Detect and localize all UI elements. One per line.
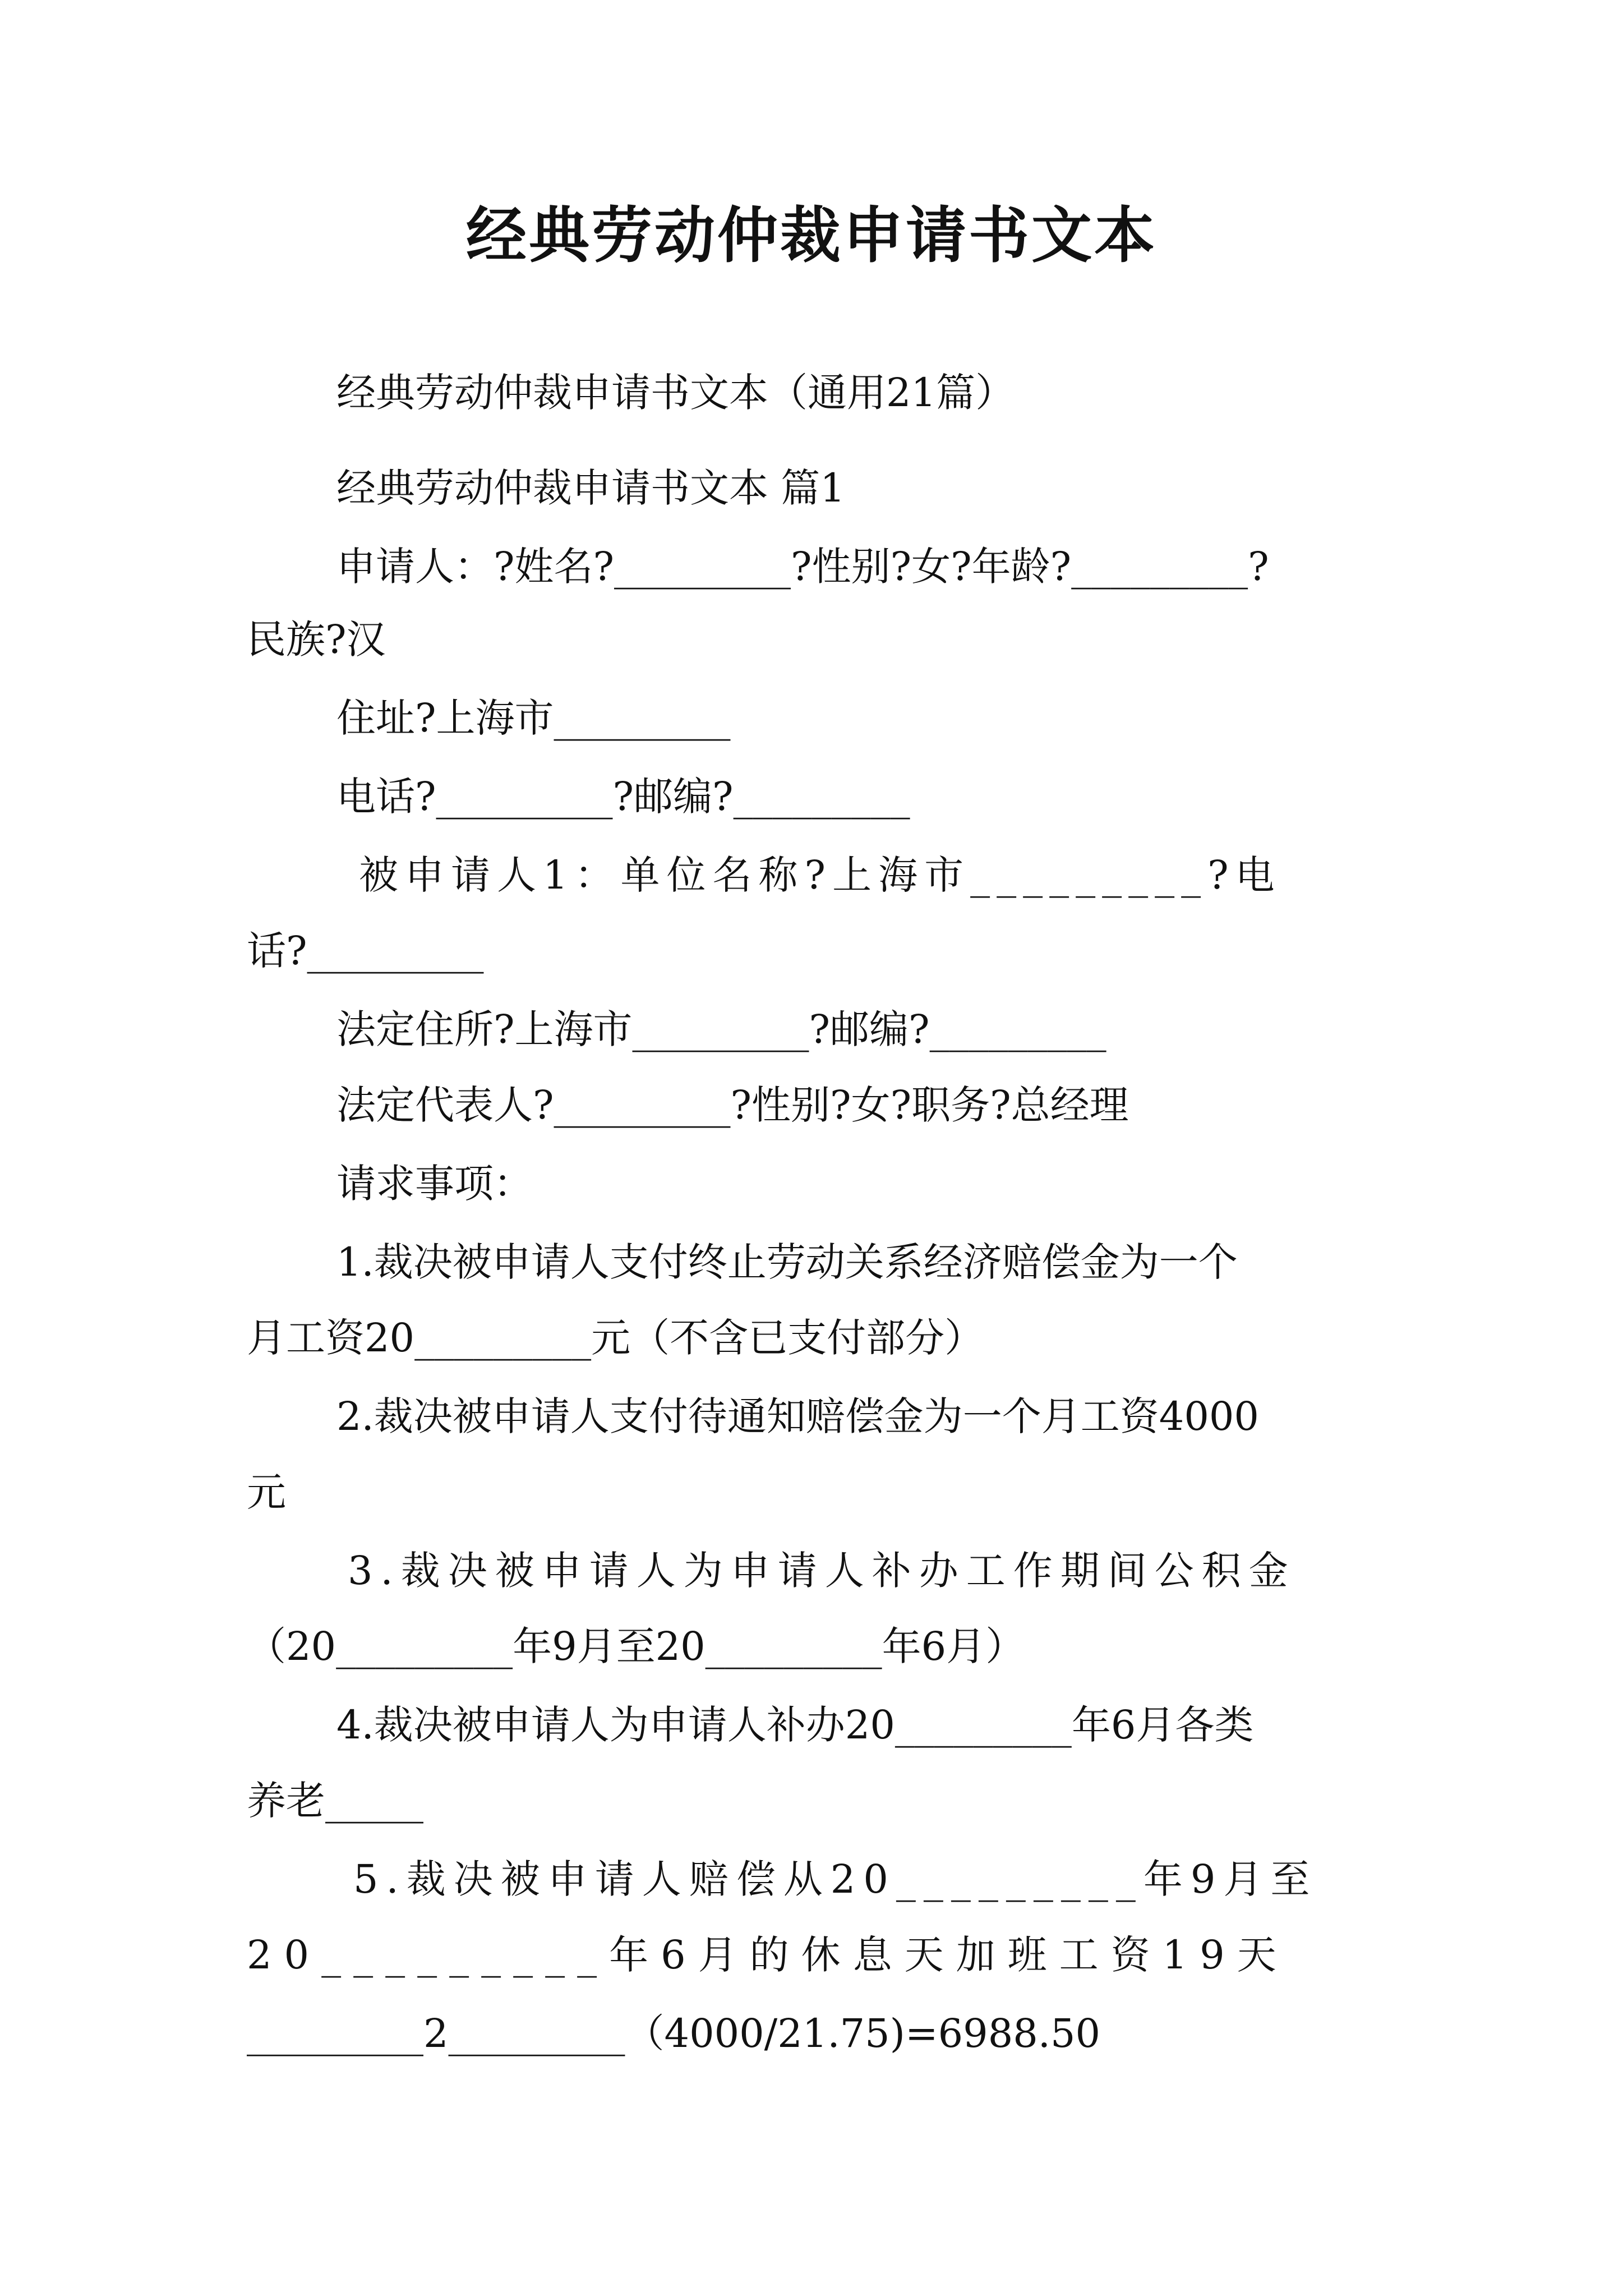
claim-2-line-2: 元 — [247, 1469, 286, 1515]
phone-line: 电话?_________?邮编?_________ — [336, 774, 910, 820]
claim-4-line-1: 4.裁决被申请人为申请人补办20_________年6月各类 — [336, 1702, 1254, 1748]
respondent-phone-line: 话?_________ — [247, 928, 484, 974]
claim-3-line-2: （20_________年9月至20_________年6月） — [247, 1623, 1025, 1669]
address-line: 住址?上海市_________ — [336, 695, 731, 741]
subtitle-line: 经典劳动仲裁申请书文本（通用21篇） — [336, 370, 1015, 416]
legal-representative-line: 法定代表人?_________?性别?女?职务?总经理 — [336, 1082, 1129, 1128]
claim-3-line-1: 3.裁决被申请人为申请人补办工作期间公积金 — [348, 1548, 1296, 1594]
claim-1-line-1: 1.裁决被申请人支付终止劳动关系经济赔偿金为一个 — [336, 1239, 1238, 1285]
claims-heading: 请求事项： — [336, 1161, 533, 1207]
claim-5-line-3: _________2_________（4000/21.75)=6988.50 — [247, 2010, 1101, 2056]
claim-1-line-2: 月工资20_________元（不含已支付部分） — [247, 1315, 984, 1361]
applicant-line: 申请人：?姓名?_________?性别?女?年龄?_________? — [336, 544, 1269, 590]
claim-2-line-1: 2.裁决被申请人支付待通知赔偿金为一个月工资4000 — [336, 1393, 1259, 1439]
claim-5-line-1: 5.裁决被申请人赔偿从20_________年9月至 — [353, 1856, 1318, 1902]
document-title: 经典劳动仲裁申请书文本 — [465, 200, 1157, 271]
applicant-ethnicity-line: 民族?汉 — [247, 616, 386, 662]
respondent-line: 被申请人1：单位名称?上海市_________?电 — [359, 852, 1281, 898]
section-heading: 经典劳动仲裁申请书文本 篇1 — [336, 465, 845, 511]
legal-address-line: 法定住所?上海市_________?邮编?_________ — [336, 1006, 1106, 1052]
claim-5-line-2: 20_________年6月的休息天加班工资19天 — [247, 1932, 1289, 1978]
claim-4-line-2: 养老_____ — [247, 1778, 423, 1824]
